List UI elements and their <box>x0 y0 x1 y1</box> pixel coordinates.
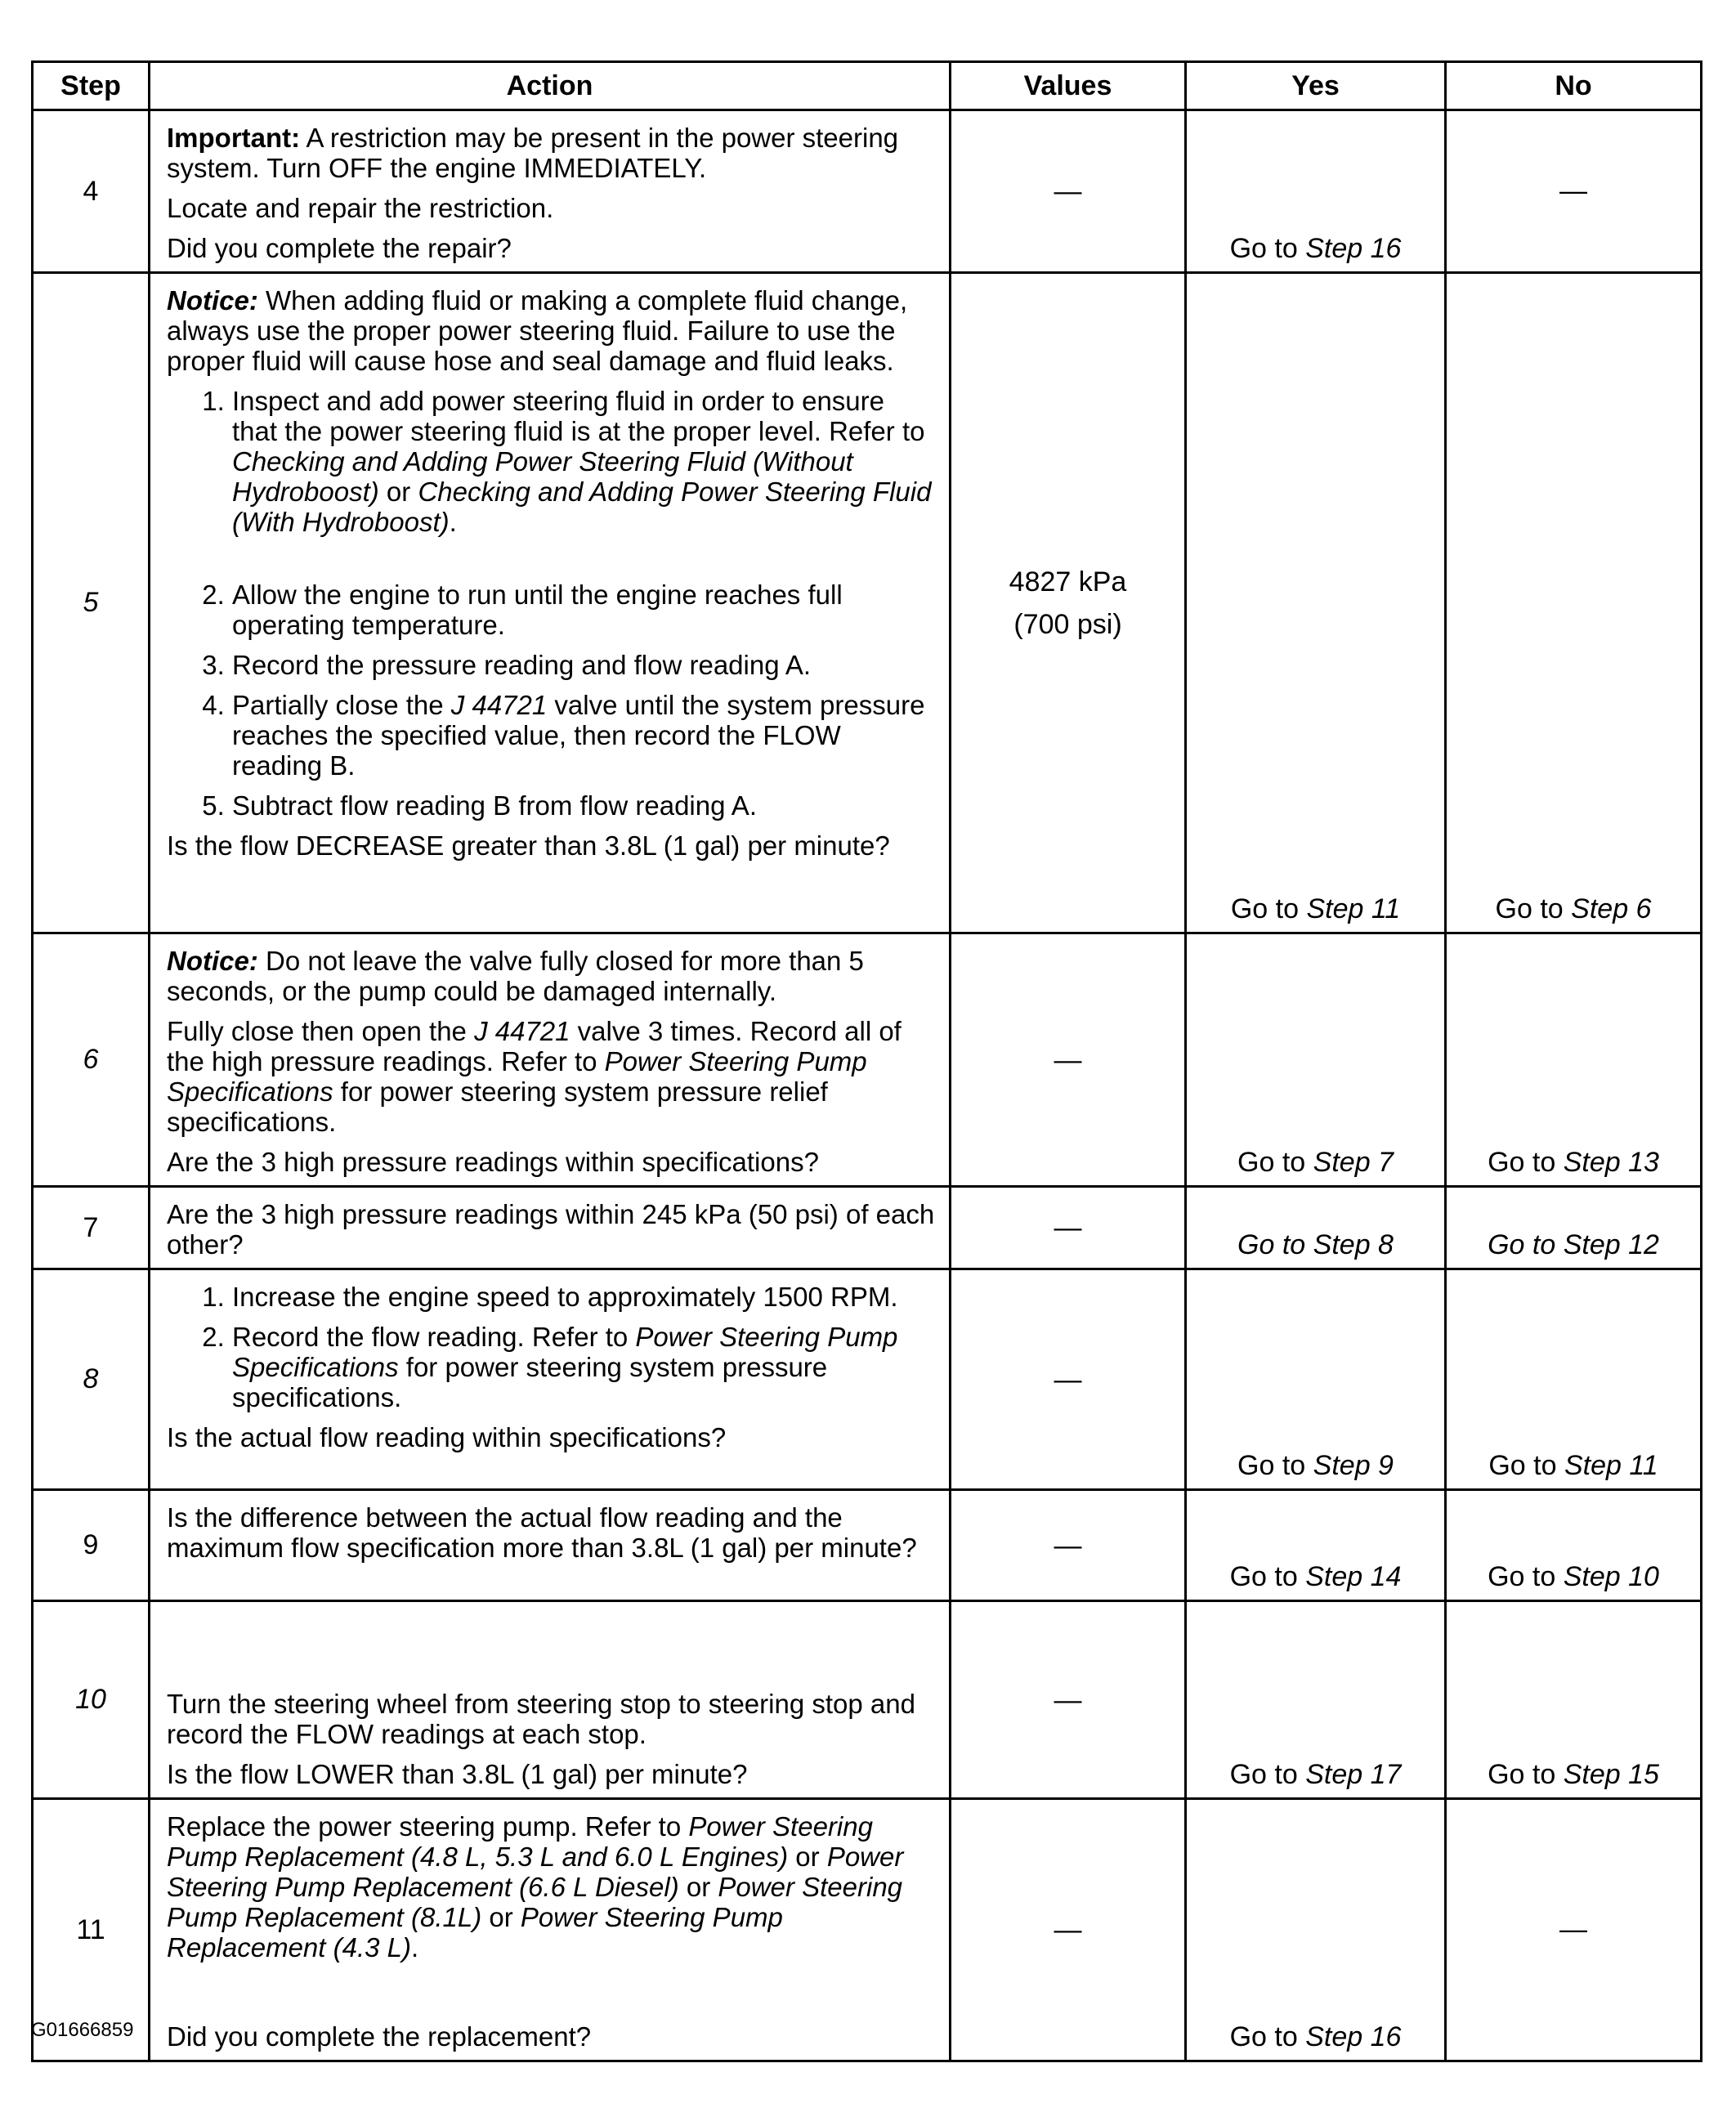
values-cell: — <box>951 1269 1186 1490</box>
values-cell: — <box>951 1799 1186 2061</box>
action-text: Turn the steering wheel from steering stop to steering stop and record the FLOW readings at each stop. <box>167 1689 915 1749</box>
no-dash: — <box>1559 175 1587 207</box>
header-row <box>33 62 1702 110</box>
list-item: 3. Record the pressure reading and flow reading A. <box>232 650 936 680</box>
action-question: Is the flow DECREASE greater than 3.8L (1 gal) per minute? <box>167 830 890 861</box>
list-item: 2. Allow the engine to run until the engine reaches full operating temperature. <box>232 580 936 640</box>
action-cell <box>150 1269 951 1490</box>
yes-cell <box>1186 1799 1446 2061</box>
step-number: 11 <box>33 1799 150 2061</box>
action-question: Did you complete the replacement? <box>167 2021 592 2052</box>
step-number: 10 <box>33 1601 150 1799</box>
list-item: 1. Inspect and add power steering fluid in order to ensure that the power steering fluid is at the proper level. Refer to Checking and Adding Power Steering Fluid (Without Hydroboost) or Checking and Adding Power Steering Fluid (With Hydroboost). <box>232 386 936 570</box>
step-number: 5 <box>33 273 150 933</box>
values-cell <box>951 273 1186 933</box>
table-row-step-8 <box>33 1269 1702 1490</box>
list-item: 4. Partially close the J 44721 valve until the system pressure reaches the specified value, then record the FLOW reading B. <box>232 690 936 781</box>
step-number: 8 <box>33 1269 150 1490</box>
yes-link[interactable]: Go to Step 7 <box>1237 1147 1394 1178</box>
yes-link[interactable]: Go to Step 16 <box>1229 233 1402 264</box>
action-cell <box>150 273 951 933</box>
header-values: Values <box>951 62 1186 110</box>
yes-cell <box>1186 273 1446 933</box>
no-link[interactable]: Go to Step 6 <box>1495 893 1652 924</box>
no-link[interactable]: Go to Step 15 <box>1488 1759 1659 1790</box>
no-cell <box>1446 1187 1702 1269</box>
yes-link[interactable]: Go to Step 8 <box>1237 1229 1394 1260</box>
action-text: Fully close then open the J 44721 valve 3 times. Record all of the high pressure readings. Refer to Power Steering Pump Specifications for power steering system pressure relief specifications. <box>167 1016 902 1137</box>
action-cell <box>150 1490 951 1601</box>
procedure-list <box>167 1282 936 1412</box>
values-cell: — <box>951 933 1186 1187</box>
important-note: Important: A restriction may be present in the power steering system. Turn OFF the engine IMMEDIATELY. <box>167 123 899 183</box>
header-no: No <box>1446 62 1702 110</box>
table-row-step-6 <box>33 933 1702 1187</box>
procedure-list <box>167 386 936 821</box>
values-cell: — <box>951 110 1186 273</box>
list-item: 5. Subtract flow reading B from flow reading A. <box>232 790 936 821</box>
yes-cell <box>1186 933 1446 1187</box>
action-question: Is the flow LOWER than 3.8L (1 gal) per minute? <box>167 1759 748 1789</box>
header-action: Action <box>150 62 951 110</box>
action-question: Are the 3 high pressure readings within 245 kPa (50 psi) of each other? <box>167 1199 935 1260</box>
table-row-step-7 <box>33 1187 1702 1269</box>
yes-link[interactable]: Go to Step 17 <box>1229 1759 1402 1790</box>
table-row-step-11 <box>33 1799 1702 2061</box>
step-number: 7 <box>33 1187 150 1269</box>
yes-link[interactable]: Go to Step 14 <box>1229 1561 1402 1592</box>
no-cell <box>1446 110 1702 273</box>
action-cell <box>150 933 951 1187</box>
values-cell: — <box>951 1187 1186 1269</box>
action-question: Is the difference between the actual flow reading and the maximum flow specification more than 3.8L (1 gal) per minute? <box>167 1502 917 1563</box>
action-question: Is the actual flow reading within specifications? <box>167 1422 727 1452</box>
no-dash: — <box>1559 1913 1587 1945</box>
step-number: 4 <box>33 110 150 273</box>
no-link[interactable]: Go to Step 11 <box>1488 1450 1658 1481</box>
action-cell <box>150 110 951 273</box>
yes-link[interactable]: Go to Step 16 <box>1229 2021 1402 2052</box>
action-cell <box>150 1799 951 2061</box>
no-cell <box>1446 1490 1702 1601</box>
no-cell <box>1446 1601 1702 1799</box>
header-yes: Yes <box>1186 62 1446 110</box>
value-kpa: 4827 kPa <box>1009 566 1127 597</box>
step-number: 9 <box>33 1490 150 1601</box>
no-link[interactable]: Go to Step 13 <box>1488 1147 1659 1178</box>
diagnostic-table <box>31 60 1702 2062</box>
table-row-step-5 <box>33 273 1702 933</box>
table-row-step-4 <box>33 110 1702 273</box>
no-link[interactable]: Go to Step 10 <box>1488 1561 1659 1592</box>
no-cell <box>1446 273 1702 933</box>
table-row-step-9 <box>33 1490 1702 1601</box>
yes-cell <box>1186 110 1446 273</box>
action-text: Locate and repair the restriction. <box>167 193 554 223</box>
values-cell: — <box>951 1490 1186 1601</box>
no-cell <box>1446 1799 1702 2061</box>
step-number: 6 <box>33 933 150 1187</box>
action-question: Are the 3 high pressure readings within specifications? <box>167 1147 819 1177</box>
list-item: 2. Record the flow reading. Refer to Power Steering Pump Specifications for power steering system pressure specifications. <box>232 1322 936 1412</box>
yes-cell <box>1186 1601 1446 1799</box>
action-cell <box>150 1187 951 1269</box>
values-cell: — <box>951 1601 1186 1799</box>
list-item: 1. Increase the engine speed to approximately 1500 RPM. <box>232 1282 936 1312</box>
yes-cell <box>1186 1187 1446 1269</box>
yes-link[interactable]: Go to Step 11 <box>1230 893 1401 924</box>
no-cell <box>1446 1269 1702 1490</box>
yes-link[interactable]: Go to Step 9 <box>1237 1450 1394 1481</box>
no-cell <box>1446 933 1702 1187</box>
action-cell <box>150 1601 951 1799</box>
yes-cell <box>1186 1490 1446 1601</box>
action-question: Did you complete the repair? <box>167 233 512 263</box>
notice-note: Notice: Do not leave the valve fully closed for more than 5 seconds, or the pump could be damaged internally. <box>167 946 864 1006</box>
figure-code: G01666859 <box>31 2019 134 2041</box>
no-link[interactable]: Go to Step 12 <box>1488 1229 1659 1260</box>
action-text: Replace the power steering pump. Refer to Power Steering Pump Replacement (4.8 L, 5.3 L and 6.0 L Engines) or Power Steering Pump Replacement (6.6 L Diesel) or Power Steering Pump Replacement (8.1L) or Power Steering Pump Replacement (4.3 L). <box>167 1811 904 1963</box>
yes-cell <box>1186 1269 1446 1490</box>
notice-note: Notice: When adding fluid or making a complete fluid change, always use the proper power steering fluid. Failure to use the proper fluid will cause hose and seal damage and fluid leaks. <box>167 285 908 376</box>
header-step: Step <box>33 62 150 110</box>
table-row-step-10 <box>33 1601 1702 1799</box>
value-psi: (700 psi) <box>1013 608 1122 640</box>
